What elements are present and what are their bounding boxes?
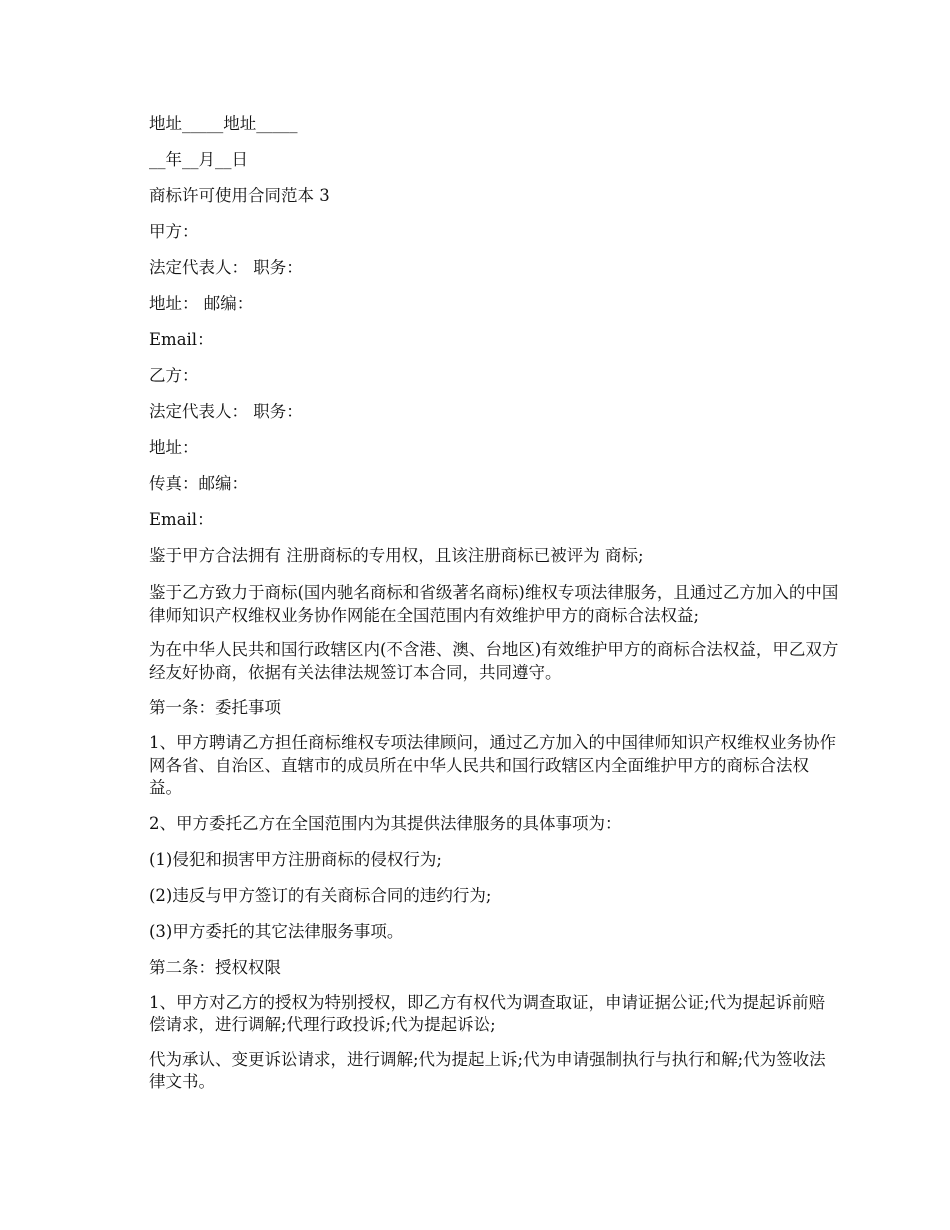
list-item: (3)甲方委托的其它法律服务事项。	[149, 921, 404, 941]
clause-text: 1、甲方聘请乙方担任商标维权专项法律顾问，通过乙方加入的中国律师知识产权维权业务协作网各省、自治区、直辖市的成员所在中华人民共和国行政辖区内全面维护甲方的商标合法权益。	[149, 733, 836, 797]
party-b-label: 乙方：	[149, 366, 199, 385]
recital-paragraph	[149, 639, 841, 684]
party-a-email: Email：	[149, 330, 214, 349]
recital-paragraph: 鉴于甲方合法拥有 注册商标的专用权，且该注册商标已被评为 商标;	[149, 546, 644, 565]
party-a-representative: 法定代表人： 职务：	[149, 258, 303, 277]
document-body	[149, 110, 841, 1102]
recital-paragraph	[149, 582, 841, 627]
party-a-address: 地址： 邮编：	[149, 294, 254, 313]
address-line: 地址_____地址_____	[149, 114, 298, 133]
list-item: (2)违反与甲方签订的有关商标合同的违约行为;	[149, 885, 492, 905]
party-b-representative: 法定代表人： 职务：	[149, 402, 303, 421]
recital-text: 鉴于乙方致力于商标(国内驰名商标和省级著名商标)维权专项法律服务，且通过乙方加入的中国律师知识产权维权业务协作网能在全国范围内有效维护甲方的商标合法权益;	[149, 583, 839, 625]
article-heading: 第二条：授权权限	[149, 957, 281, 977]
list-item: (1)侵犯和损害甲方注册商标的侵权行为;	[149, 849, 442, 869]
contract-title: 商标许可使用合同范本 3	[149, 186, 330, 205]
clause-text: 代为承认、变更诉讼请求，进行调解;代为提起上诉;代为申请强制执行与执行和解;代为签收法律文书。	[149, 1049, 826, 1091]
article-heading: 第一条：委托事项	[149, 698, 281, 717]
party-a-label: 甲方：	[149, 222, 199, 241]
recital-text: 为在中华人民共和国行政辖区内(不含港、澳、台地区)有效维护甲方的商标合法权益，甲乙双方经友好协商，依据有关法律法规签订本合同，共同遵守。	[149, 640, 839, 682]
party-b-fax: 传真：邮编：	[149, 474, 248, 493]
party-b-email: Email：	[149, 510, 214, 529]
article-clause	[149, 992, 841, 1037]
clause-text: 1、甲方对乙方的授权为特别授权，即乙方有权代为调查取证，申请证据公证;代为提起诉前赔偿请求，进行调解;代理行政投诉;代为提起诉讼;	[149, 992, 826, 1034]
article-clause: 2、甲方委托乙方在全国范围内为其提供法律服务的具体事项为：	[149, 813, 622, 833]
party-b-address: 地址：	[149, 438, 199, 457]
article-clause	[149, 732, 841, 800]
date-line: __年__月__日	[149, 150, 248, 169]
article-clause	[149, 1049, 841, 1094]
